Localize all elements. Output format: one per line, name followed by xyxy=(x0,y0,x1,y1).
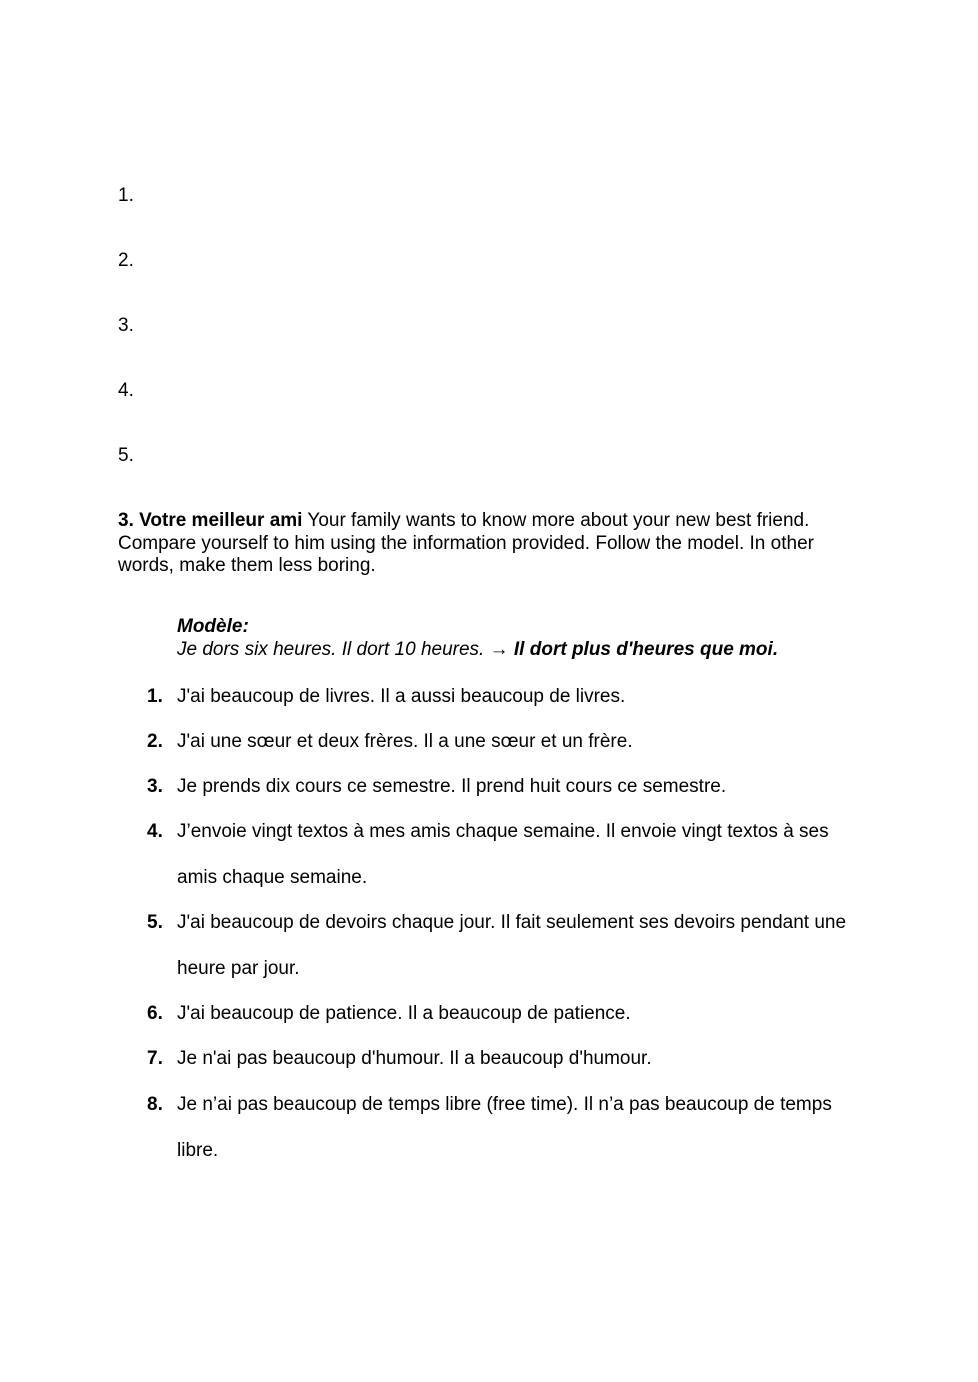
question-number: 7. xyxy=(147,1048,163,1069)
model-example-text: Je dors six heures. Il dort 10 heures. → xyxy=(177,639,514,660)
question-text: J'ai beaucoup de devoirs chaque jour. Il fait seulement ses devoirs pendant une heure par jour. xyxy=(177,912,847,979)
blank-item-number: 4. xyxy=(118,380,134,401)
question-item xyxy=(147,686,847,720)
question-text: Je n’ai pas beaucoup de temps libre (free time). Il n’a pas beaucoup de temps libre. xyxy=(177,1094,832,1161)
question-text: Je n'ai pas beaucoup d'humour. Il a beaucoup d'humour. xyxy=(177,1048,652,1069)
blank-item-number: 3. xyxy=(118,315,134,336)
question-number: 8. xyxy=(147,1094,163,1115)
question-text: J'ai une sœur et deux frères. Il a une sœur et un frère. xyxy=(177,731,633,752)
blank-item-number: 2. xyxy=(118,250,134,271)
question-number: 4. xyxy=(147,821,163,842)
question-item xyxy=(147,776,847,810)
section-instructions xyxy=(118,510,858,578)
question-text: Je prends dix cours ce semestre. Il prend huit cours ce semestre. xyxy=(177,776,727,797)
question-item xyxy=(147,1094,847,1173)
section-title: 3. Votre meilleur ami xyxy=(118,510,303,531)
model-example xyxy=(177,615,778,661)
blank-item-number: 5. xyxy=(118,445,134,466)
question-item xyxy=(147,731,847,765)
question-item xyxy=(147,912,847,991)
question-item xyxy=(147,821,847,900)
question-item xyxy=(147,1003,847,1037)
section-instructions-text: Your family wants to know more about your new best friend. Compare yourself to him using the information provided. Follow the model. In other words, make them less boring. xyxy=(118,510,814,576)
model-answer: Il dort plus d'heures que moi. xyxy=(513,639,779,660)
model-label: Modèle: xyxy=(177,616,249,637)
question-item xyxy=(147,1048,847,1082)
question-text: J'ai beaucoup de livres. Il a aussi beaucoup de livres. xyxy=(177,686,626,707)
question-text: J'ai beaucoup de patience. Il a beaucoup de patience. xyxy=(177,1003,631,1024)
question-text: J’envoie vingt textos à mes amis chaque semaine. Il envoie vingt textos à ses amis chaque semaine. xyxy=(177,821,829,888)
blank-item-number: 1. xyxy=(118,185,134,206)
question-number: 5. xyxy=(147,912,163,933)
question-number: 2. xyxy=(147,731,163,752)
question-number: 6. xyxy=(147,1003,163,1024)
question-number: 3. xyxy=(147,776,163,797)
question-number: 1. xyxy=(147,686,163,707)
